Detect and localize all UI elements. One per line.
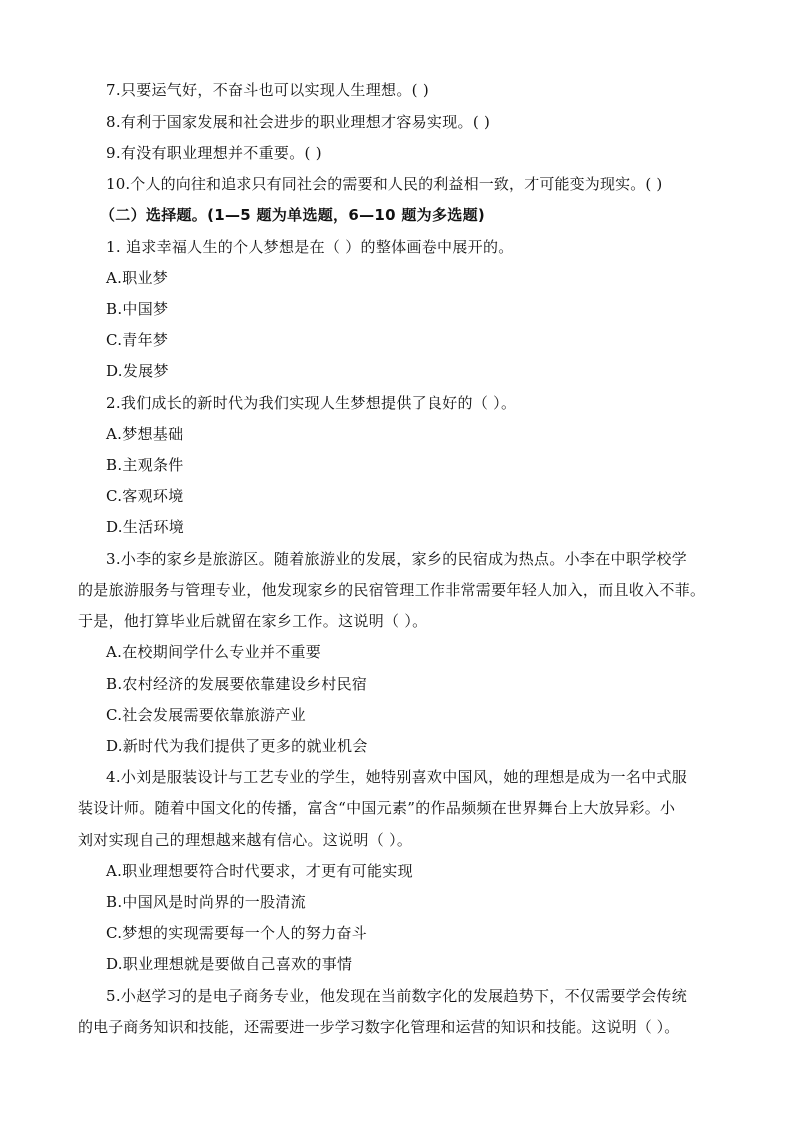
- question-3-stem-line-3: 于是，他打算毕业后就留在家乡工作。这说明（ ）。: [78, 612, 428, 630]
- question-3-stem-line-1: 3.小李的家乡是旅游区。随着旅游业的发展，家乡的民宿成为热点。小李在中职学校学: [106, 550, 688, 568]
- question-5-stem-line-2: 的电子商务知识和技能，还需要进一步学习数字化管理和运营的知识和技能。这说明（ ）。: [78, 1018, 680, 1036]
- question-5-stem-line-1: 5.小赵学习的是电子商务专业，他发现在当前数字化的发展趋势下，不仅需要学会传统: [106, 987, 688, 1005]
- judgement-item-9: 9.有没有职业理想并不重要。( ): [106, 144, 322, 162]
- question-1-option-c: C.青年梦: [106, 331, 169, 349]
- question-1-stem: 1. 追求幸福人生的个人梦想是在（ ）的整体画卷中展开的。: [106, 238, 514, 256]
- question-3-option-d: D.新时代为我们提供了更多的就业机会: [106, 737, 368, 755]
- question-2-option-b: B.主观条件: [106, 456, 184, 474]
- judgement-item-10: 10.个人的向往和追求只有同社会的需要和人民的利益相一致，才可能变为现实。( ): [106, 175, 663, 193]
- section-heading: （二）选择题。(1—5 题为单选题，6—10 题为多选题): [100, 206, 486, 224]
- question-2-option-d: D.生活环境: [106, 518, 185, 536]
- judgement-item-7: 7.只要运气好，不奋斗也可以实现人生理想。( ): [106, 81, 429, 99]
- question-4-stem-line-2: 装设计师。随着中国文化的传播，富含“中国元素”的作品频频在世界舞台上大放异彩。小: [78, 799, 676, 817]
- question-3-option-b: B.农村经济的发展要依靠建设乡村民宿: [106, 675, 368, 693]
- question-4-option-d: D.职业理想就是要做自己喜欢的事情: [106, 955, 353, 973]
- question-1-option-b: B.中国梦: [106, 300, 169, 318]
- question-1-option-d: D.发展梦: [106, 362, 169, 380]
- question-3-option-a: A.在校期间学什么专业并不重要: [106, 643, 322, 661]
- question-2-stem: 2.我们成长的新时代为我们实现人生梦想提供了良好的（ ）。: [106, 394, 517, 412]
- question-2-option-a: A.梦想基础: [106, 425, 184, 443]
- question-4-option-a: A.职业理想要符合时代要求，才更有可能实现: [106, 862, 413, 880]
- question-2-option-c: C.客观环境: [106, 487, 184, 505]
- question-4-option-c: C.梦想的实现需要每一个人的努力奋斗: [106, 924, 368, 942]
- question-4-stem-line-1: 4.小刘是服装设计与工艺专业的学生，她特别喜欢中国风，她的理想是成为一名中式服: [106, 768, 688, 786]
- question-4-option-b: B.中国风是时尚界的一股清流: [106, 893, 306, 911]
- question-1-option-a: A.职业梦: [106, 269, 169, 287]
- question-3-stem-line-2: 的是旅游服务与管理专业，他发现家乡的民宿管理工作非常需要年轻人加入，而且收入不菲。: [78, 581, 706, 599]
- judgement-item-8: 8.有利于国家发展和社会进步的职业理想才容易实现。( ): [106, 113, 491, 131]
- question-4-stem-line-3: 刘对实现自己的理想越来越有信心。这说明（ ）。: [78, 831, 413, 849]
- question-3-option-c: C.社会发展需要依靠旅游产业: [106, 706, 306, 724]
